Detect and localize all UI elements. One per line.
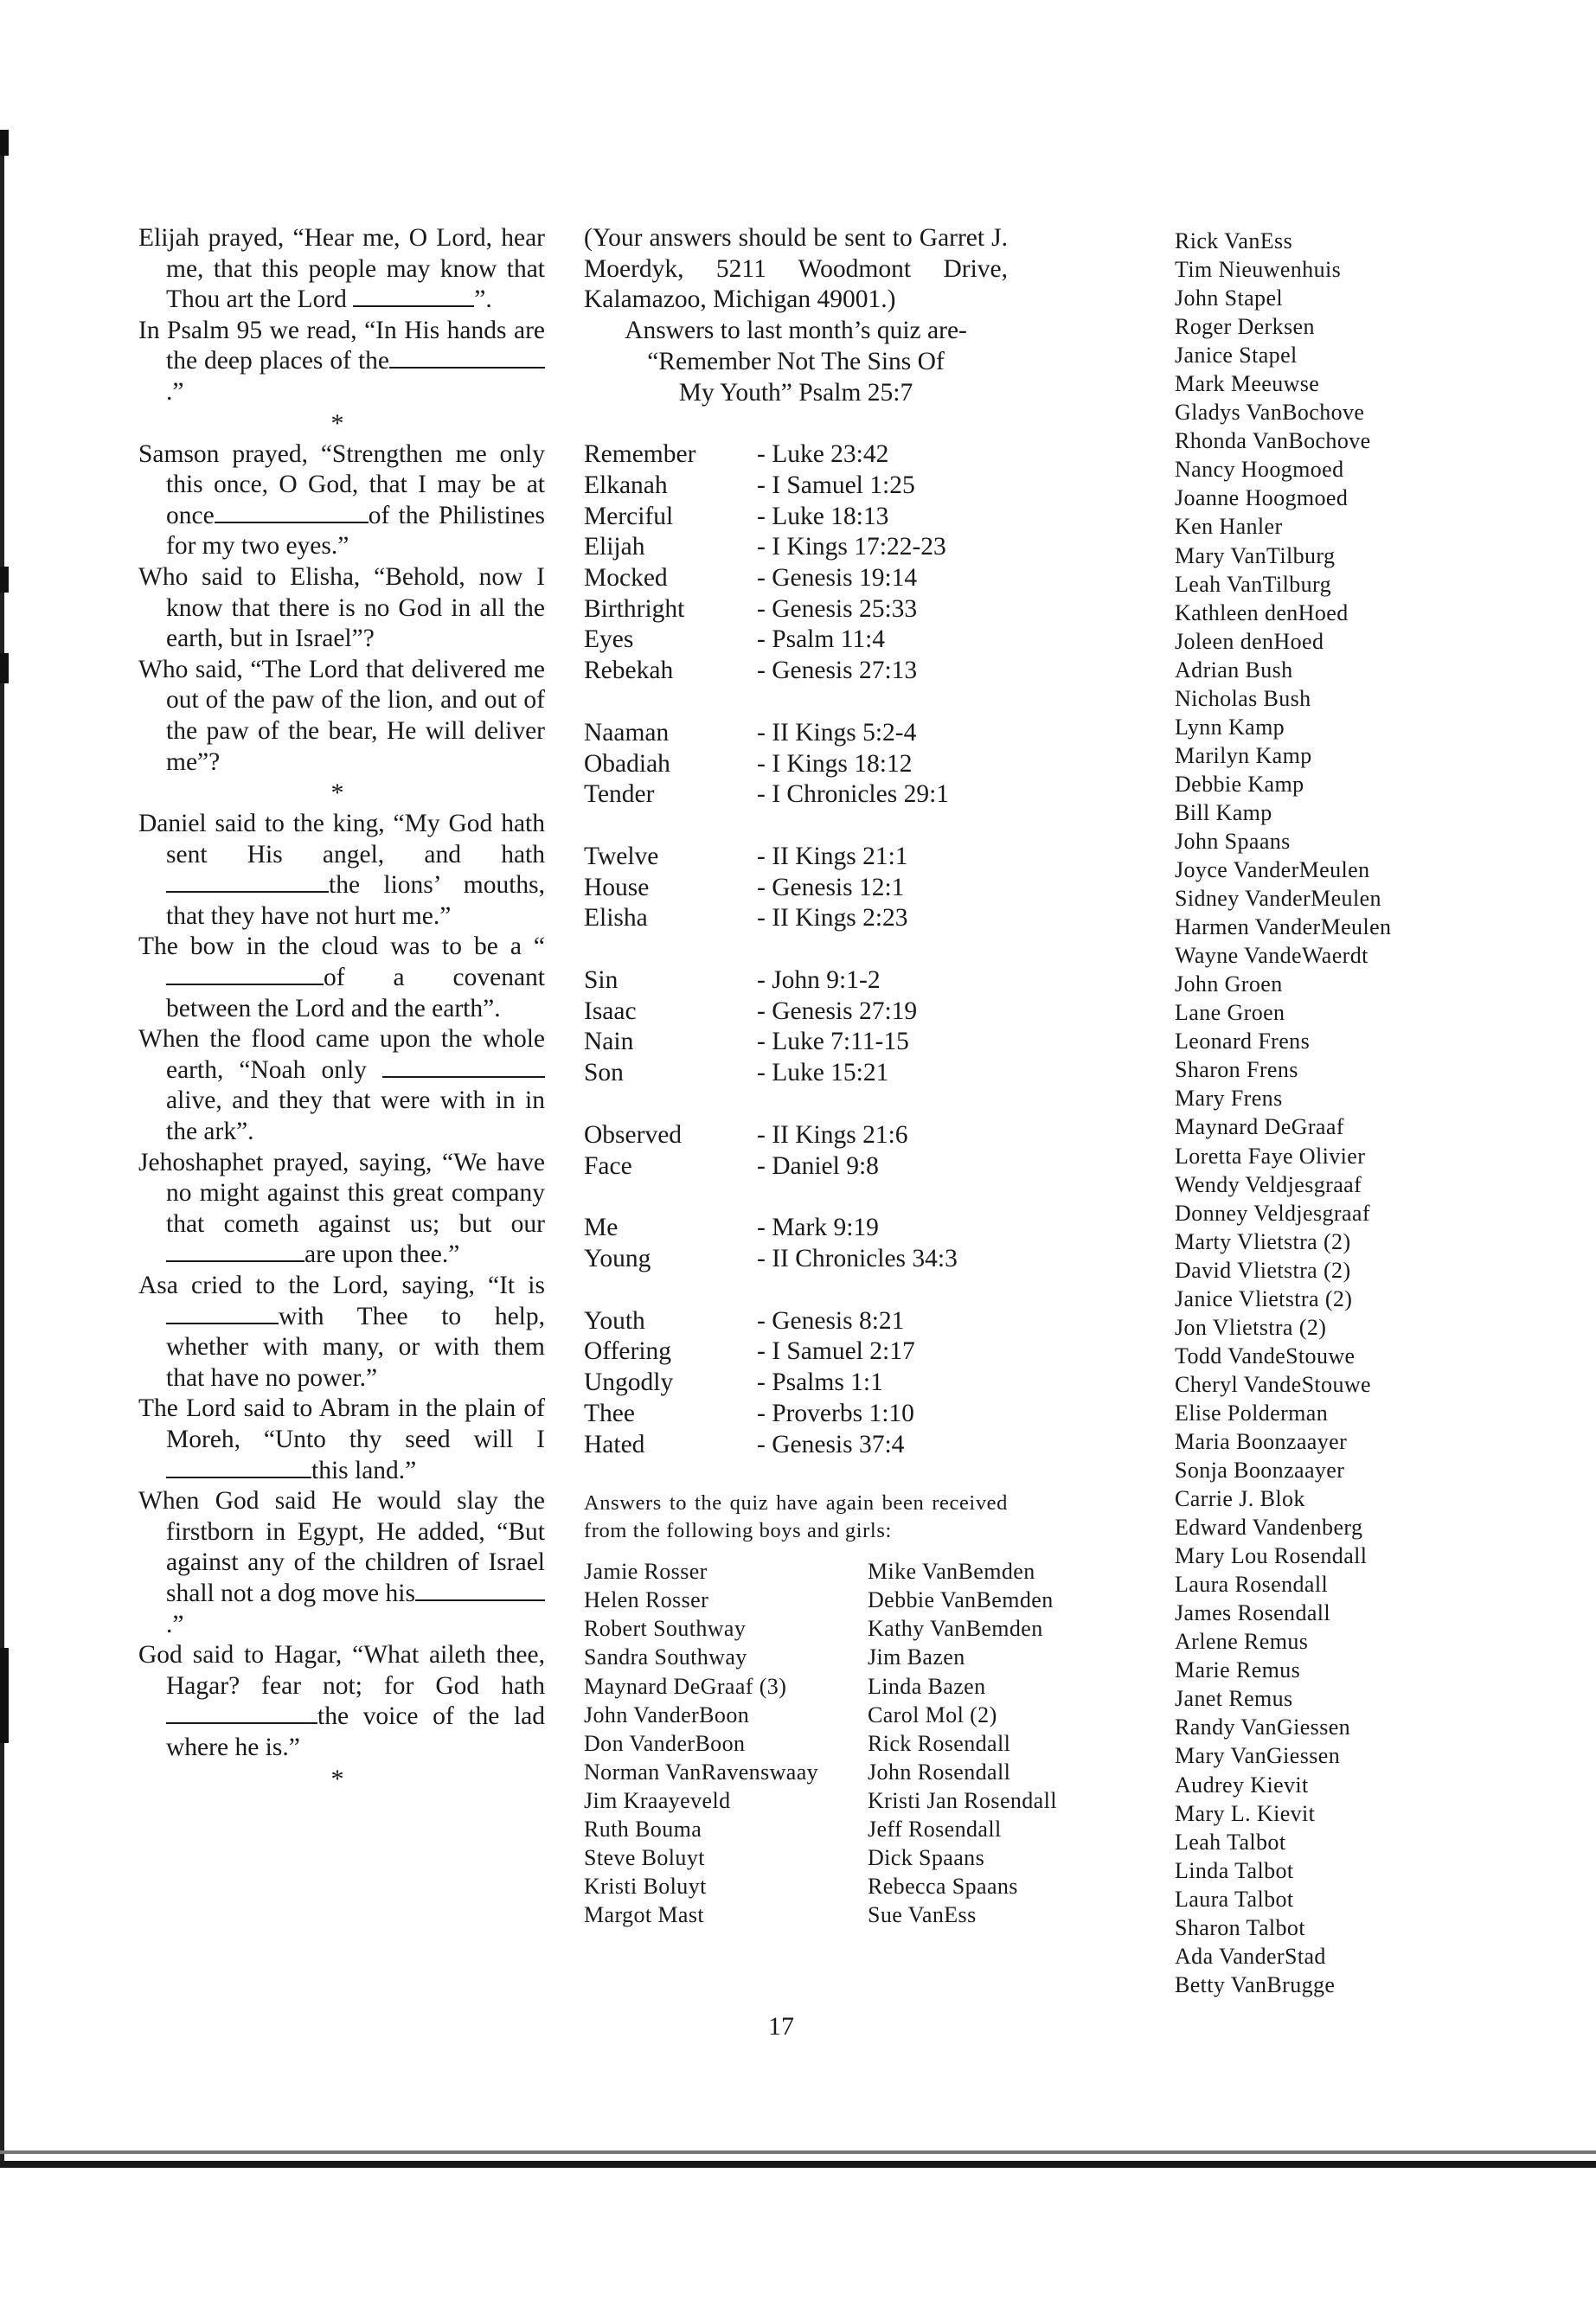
answer-word: Mocked (584, 564, 668, 593)
answer-row (584, 842, 1008, 873)
answer-group (584, 1306, 1008, 1461)
scripture-reference: - Luke 18:13 (757, 502, 889, 530)
respondent-name: Debbie Kamp (1175, 771, 1304, 797)
scripture-reference: - I Kings 18:12 (757, 749, 913, 778)
answer-row (584, 779, 1008, 811)
scripture-reference: - Psalms 1:1 (757, 1368, 883, 1397)
scripture-reference: - Genesis 25:33 (757, 594, 918, 623)
scripture-reference: - Genesis 27:13 (757, 657, 918, 685)
respondent-name: Laura Talbot (1175, 1886, 1294, 1912)
respondent-name: Marie Remus (1175, 1657, 1301, 1683)
answer-word: Face (584, 1151, 632, 1180)
page-bottom-shadow (0, 2150, 1596, 2154)
answer-blank (415, 1582, 545, 1601)
respondent-name: Janet Remus (1175, 1686, 1293, 1712)
respondent-name: Nicholas Bush (1175, 685, 1311, 711)
answer-row (584, 563, 1008, 594)
respondent-name: Mary Lou Rosendall (1175, 1543, 1368, 1569)
answer-blank (166, 874, 329, 893)
question-text: God said to Hagar, “What aileth thee, Hagar? fear not; for God hath (138, 1641, 545, 1700)
question-text: the voice of the lad where he is.” (166, 1702, 545, 1761)
respondent-name: Roger Derksen (1175, 314, 1315, 340)
section-divider-star: * (330, 1764, 344, 1793)
answer-row (584, 1368, 1008, 1399)
respondent-name: Kathleen denHoed (1175, 599, 1349, 625)
question-text: of a covenant between the Lord and the earth”. (166, 964, 545, 1022)
answer-row (584, 873, 1008, 904)
respondent-name: Ada VanderStad (1175, 1943, 1326, 1969)
scripture-reference: - Genesis 12:1 (757, 873, 905, 901)
answer-row (584, 965, 1008, 997)
respondent-name: Debbie VanBemden (868, 1587, 1054, 1613)
answer-row (584, 439, 1008, 471)
answer-row (584, 502, 1008, 533)
scripture-reference: - John 9:1-2 (757, 966, 881, 995)
question-text: Who said to Elisha, “Behold, now I know that there is no God in all the earth, but in Israel”? (138, 562, 545, 653)
respondent-name: Maynard DeGraaf (3) (584, 1673, 787, 1699)
quiz-question (138, 655, 545, 778)
question-text: Asa cried to the Lord, saying, “It is (138, 1272, 545, 1299)
respondent-name: Ken Hanler (1175, 514, 1283, 540)
respondent-name: David Vlietstra (2) (1175, 1257, 1351, 1283)
respondent-name: John Spaans (1175, 828, 1291, 854)
scripture-reference: - Genesis 27:19 (757, 997, 918, 1025)
respondent-name: Rhonda VanBochove (1175, 428, 1371, 454)
quiz-question (138, 1148, 545, 1271)
question-text: of the Philistines for my two eyes.” (166, 501, 545, 561)
last-month-label: Answers to last month’s quiz are- (625, 317, 967, 345)
respondent-name: Ruth Bouma (584, 1817, 702, 1843)
answer-row (584, 594, 1008, 625)
section-divider-star: * (330, 408, 344, 438)
answer-row (584, 1058, 1008, 1089)
answer-list (584, 439, 1008, 1460)
respondent-name: Mary L. Kievit (1175, 1800, 1316, 1826)
answer-word: Isaac (584, 997, 637, 1025)
respondent-name: Margot Mast (584, 1902, 704, 1928)
respondent-name: Donney Veldjesgraaf (1175, 1200, 1370, 1226)
respondent-name: Wendy Veldjesgraaf (1175, 1171, 1362, 1197)
answer-row (584, 903, 1008, 934)
answer-word: House (584, 873, 650, 901)
answer-row (584, 1244, 1008, 1275)
respondent-name: John Stapel (1175, 285, 1284, 311)
question-text: The Lord said to Abram in the plain of Moreh, “Unto thy seed will I (138, 1394, 545, 1453)
quiz-question (138, 562, 545, 655)
question-text: Who said, “The Lord that delivered me out of the paw of the lion, and out of the paw of the bear, He will deliver me”? (138, 655, 545, 776)
respondent-name: Randy VanGiessen (1175, 1715, 1351, 1740)
respondent-name: Cheryl VandeStouwe (1175, 1371, 1371, 1397)
answer-row (584, 1336, 1008, 1368)
answer-word: Ungodly (584, 1368, 674, 1397)
quiz-question (138, 1024, 545, 1147)
answer-word: Hated (584, 1430, 645, 1458)
quiz-question (138, 316, 545, 408)
respondent-name: Carol Mol (2) (868, 1702, 997, 1727)
respondent-name: Loretta Faye Olivier (1175, 1143, 1366, 1169)
quiz-question (138, 1486, 545, 1640)
question-text: Samson prayed, “Strengthen me only this once, O God, that I may be at once (138, 439, 545, 529)
answer-blank (382, 1059, 545, 1078)
quiz-questions-column (138, 223, 545, 1795)
answers-column (584, 223, 1057, 1929)
respondent-name: Jeff Rosendall (868, 1817, 1002, 1843)
answer-blank (166, 966, 324, 985)
answer-word: Elkanah (584, 471, 668, 499)
respondent-name: Rick Rosendall (868, 1730, 1011, 1756)
respondent-name: Mary VanTilburg (1175, 542, 1336, 568)
respondent-name: Elise Polderman (1175, 1400, 1329, 1426)
answer-row (584, 1213, 1008, 1244)
answer-word: Twelve (584, 842, 659, 870)
respondent-names-column (1175, 227, 1573, 1999)
answer-group (584, 1213, 1008, 1274)
respondent-name: Laura Rosendall (1175, 1572, 1329, 1598)
question-text: .” (166, 377, 184, 406)
scripture-reference: - II Kings 2:23 (757, 904, 908, 933)
answer-blank (166, 1305, 279, 1324)
respondent-name: Don VanderBoon (584, 1730, 746, 1756)
answer-word: Son (584, 1059, 624, 1087)
respondent-name: Lane Groen (1175, 1000, 1285, 1026)
page-edge-line (0, 130, 4, 2163)
scripture-reference: - Mark 9:19 (757, 1214, 879, 1242)
question-text: Jehoshaphet prayed, saying, “We have no might against this great company that cometh against us; but our (138, 1148, 545, 1238)
respondent-name: Todd VandeStouwe (1175, 1343, 1356, 1368)
received-note: Answers to the quiz have again been received from the following boys and girls: (584, 1491, 1008, 1543)
respondent-name: Kristi Boluyt (584, 1874, 707, 1900)
respondent-name: Mary VanGiessen (1175, 1743, 1341, 1769)
respondent-name: Robert Southway (584, 1616, 747, 1642)
submission-instructions: (Your answers should be sent to Garret J. Moerdyk, 5211 Woodmont Drive, Kalamazoo, Michigan 49001.) (584, 224, 1008, 314)
answer-word: Nain (584, 1028, 634, 1056)
answer-row (584, 749, 1008, 780)
respondent-name: John VanderBoon (584, 1702, 750, 1727)
respondent-name: John Groen (1175, 971, 1283, 997)
answer-group (584, 439, 1008, 687)
respondent-name: Leonard Frens (1175, 1029, 1311, 1054)
scripture-reference: - II Chronicles 34:3 (757, 1244, 958, 1272)
answer-word: Offering (584, 1337, 672, 1366)
question-text: the lions’ mouths, that they have not hurt me.” (166, 871, 545, 930)
quiz-question (138, 1271, 545, 1394)
respondent-name: Rick VanEss (1175, 228, 1293, 253)
question-text: are upon thee.” (304, 1240, 460, 1269)
question-text: Elijah prayed, “Hear me, O Lord, hear me, that this people may know that Thou art the Lord (138, 224, 545, 314)
question-text: The bow in the cloud was to be a “ (138, 933, 545, 961)
scripture-reference: - Genesis 37:4 (757, 1430, 905, 1458)
answer-word: Elisha (584, 904, 648, 933)
scripture-reference: - I Chronicles 29:1 (757, 780, 950, 809)
scripture-reference: - I Samuel 2:17 (757, 1337, 915, 1366)
answer-row (584, 718, 1008, 749)
answer-word: Birthright (584, 594, 685, 623)
answer-word: Sin (584, 966, 619, 995)
answer-word: Eyes (584, 625, 634, 654)
scripture-reference: - Psalm 11:4 (757, 625, 886, 654)
question-text: Daniel said to the king, “My God hath sent His angel, and hath (138, 810, 545, 868)
scan-mark (0, 567, 9, 593)
respondent-name: Leah VanTilburg (1175, 571, 1332, 597)
respondent-name: Sonja Boonzaayer (1175, 1458, 1345, 1484)
respondent-name: Janice Stapel (1175, 343, 1298, 369)
answer-word: Thee (584, 1399, 635, 1427)
respondent-name: Mark Meeuwse (1175, 371, 1320, 397)
respondent-name: Lynn Kamp (1175, 714, 1285, 740)
respondent-names (584, 1557, 1057, 1929)
scripture-reference: - Proverbs 1:10 (757, 1399, 914, 1427)
last-month-answer: My Youth” Psalm 25:7 (678, 378, 913, 407)
scripture-reference: - Luke 7:11-15 (757, 1028, 909, 1056)
respondent-name: Gladys VanBochove (1175, 400, 1365, 426)
scripture-reference: - Daniel 9:8 (757, 1151, 879, 1180)
respondent-name: Joanne Hoogmoed (1175, 485, 1349, 511)
quiz-question (138, 932, 545, 1024)
answer-blank (353, 288, 474, 307)
question-text: with Thee to help, whether with many, or with them that have no power.” (166, 1302, 545, 1392)
section-divider-star: * (330, 779, 344, 808)
respondent-name: Mike VanBemden (868, 1559, 1035, 1585)
respondent-name: Steve Boluyt (584, 1845, 705, 1871)
respondent-name: Bill Kamp (1175, 799, 1272, 825)
answer-group (584, 965, 1008, 1089)
respondent-name: Marilyn Kamp (1175, 742, 1312, 768)
respondent-name: Arlene Remus (1175, 1629, 1309, 1655)
scan-mark (0, 1648, 9, 1743)
answer-word: Remember (584, 440, 696, 469)
question-text: alive, and they that were with in in the ark”. (166, 1086, 545, 1146)
answer-blank (166, 1459, 311, 1478)
respondent-name: Jon Vlietstra (2) (1175, 1314, 1327, 1340)
respondent-name: Carrie J. Blok (1175, 1486, 1305, 1512)
names-list-b (868, 1557, 1151, 1929)
scripture-reference: - Luke 15:21 (757, 1059, 889, 1087)
respondent-name: Sidney VanderMeulen (1175, 886, 1381, 912)
answer-blank (166, 1705, 317, 1724)
respondent-name: Wayne VandeWaerdt (1175, 943, 1368, 969)
answer-row (584, 625, 1008, 656)
answer-word: Naaman (584, 718, 670, 747)
names-list-a (584, 1557, 868, 1929)
respondent-name: Joyce VanderMeulen (1175, 857, 1370, 883)
answer-row (584, 1399, 1008, 1430)
respondent-name: James Rosendall (1175, 1600, 1331, 1626)
quiz-question (138, 1640, 545, 1763)
respondent-name: Dick Spaans (868, 1845, 985, 1871)
respondent-name: Edward Vandenberg (1175, 1515, 1363, 1541)
scripture-reference: - I Kings 17:22-23 (757, 533, 946, 561)
answer-row (584, 532, 1008, 563)
answer-row (584, 1151, 1008, 1183)
quiz-question (138, 223, 545, 316)
answer-word: Young (584, 1244, 651, 1272)
respondent-name: Sharon Talbot (1175, 1914, 1305, 1940)
respondent-name: Joleen denHoed (1175, 628, 1324, 654)
question-text: When the flood came upon the whole earth, “Noah only (138, 1025, 545, 1084)
answer-blank (215, 504, 369, 523)
scripture-reference: - I Samuel 1:25 (757, 471, 915, 499)
respondent-name: Sharon Frens (1175, 1057, 1298, 1083)
question-text: this land.” (311, 1456, 417, 1484)
page-bottom-edge (0, 2161, 1596, 2168)
respondent-name: Helen Rosser (584, 1587, 709, 1613)
respondent-name: Jamie Rosser (584, 1559, 708, 1585)
page-number: 17 (768, 2012, 794, 2041)
respondent-name: Nancy Hoogmoed (1175, 457, 1344, 483)
scripture-reference: - II Kings 5:2-4 (757, 718, 917, 747)
respondent-name: Janice Vlietstra (2) (1175, 1285, 1353, 1311)
respondent-name: Marty Vlietstra (2) (1175, 1228, 1351, 1254)
question-text: In Psalm 95 we read, “In His hands are the deep places of the (138, 316, 545, 375)
scripture-reference: - II Kings 21:6 (757, 1120, 908, 1149)
respondent-name: Rebecca Spaans (868, 1874, 1018, 1900)
respondent-name: Betty VanBrugge (1175, 1971, 1336, 1997)
quiz-question (138, 809, 545, 932)
respondent-name: Linda Bazen (868, 1673, 986, 1699)
answer-word: Me (584, 1214, 619, 1242)
scripture-reference: - II Kings 21:1 (757, 842, 908, 870)
answer-word: Observed (584, 1120, 683, 1149)
answer-word: Obadiah (584, 749, 670, 778)
answer-group (584, 1120, 1008, 1182)
respondent-name: Jim Kraayeveld (584, 1787, 731, 1813)
respondent-name: Norman VanRavenswaay (584, 1759, 819, 1785)
respondent-name: Linda Talbot (1175, 1857, 1294, 1883)
last-month-answer: “Remember Not The Sins Of (647, 347, 945, 375)
respondent-name: Tim Nieuwenhuis (1175, 257, 1342, 283)
respondent-name: Audrey Kievit (1175, 1772, 1309, 1798)
respondent-name: Maynard DeGraaf (1175, 1114, 1344, 1140)
answer-row (584, 656, 1008, 687)
respondent-name: Adrian Bush (1175, 657, 1293, 683)
scan-mark (0, 130, 9, 156)
scan-mark (0, 653, 9, 683)
answer-group (584, 842, 1008, 934)
answer-word: Elijah (584, 533, 645, 561)
respondent-name: Kristi Jan Rosendall (868, 1787, 1057, 1813)
answer-group (584, 718, 1008, 811)
answer-row (584, 997, 1008, 1028)
answer-word: Rebekah (584, 657, 674, 685)
answer-row (584, 1120, 1008, 1151)
respondent-name: Kathy VanBemden (868, 1616, 1043, 1642)
answer-row (584, 1430, 1008, 1461)
respondent-name: Maria Boonzaayer (1175, 1428, 1348, 1454)
respondent-name: Sue VanEss (868, 1902, 977, 1928)
question-text: .” (166, 1610, 184, 1638)
answer-row (584, 1306, 1008, 1337)
answer-blank (389, 349, 545, 369)
answer-word: Tender (584, 780, 655, 809)
answer-blank (166, 1243, 304, 1262)
respondent-name: Harmen VanderMeulen (1175, 914, 1392, 940)
respondent-name: Jim Bazen (868, 1644, 965, 1670)
respondent-name: John Rosendall (868, 1759, 1011, 1785)
question-text: When God said He would slay the firstborn in Egypt, He added, “But against any of the children of Israel shall not a dog move his (138, 1487, 545, 1607)
answer-row (584, 471, 1008, 502)
answer-word: Merciful (584, 502, 674, 530)
question-text: ”. (474, 285, 492, 314)
respondent-name: Mary Frens (1175, 1086, 1283, 1112)
answer-row (584, 1027, 1008, 1058)
answer-word: Youth (584, 1306, 645, 1335)
respondent-name: Sandra Southway (584, 1644, 747, 1670)
scripture-reference: - Genesis 8:21 (757, 1306, 905, 1335)
scripture-reference: - Luke 23:42 (757, 440, 889, 469)
quiz-question (138, 439, 545, 562)
scripture-reference: - Genesis 19:14 (757, 564, 918, 593)
quiz-question (138, 1394, 545, 1486)
respondent-name: Leah Talbot (1175, 1829, 1286, 1855)
